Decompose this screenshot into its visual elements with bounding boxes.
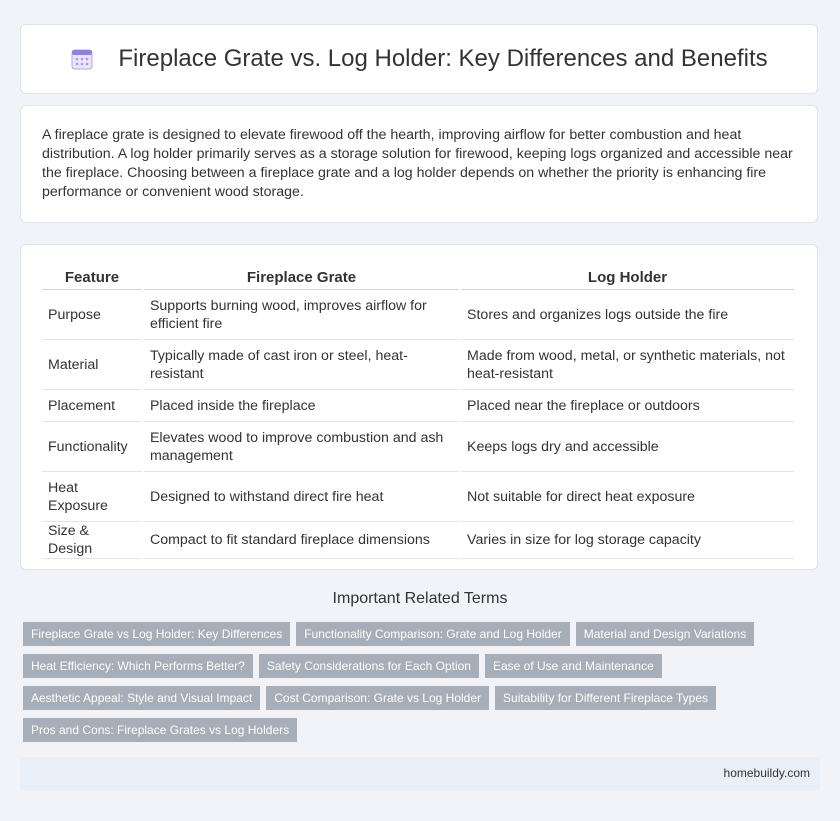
- footer: [20, 757, 820, 791]
- table-row: [42, 290, 794, 340]
- table-row: [42, 472, 794, 522]
- feature-cell: Material: [42, 340, 142, 390]
- log-holder-cell: Made from wood, metal, or synthetic materials, not heat-resistant: [461, 340, 794, 390]
- comparison-card: [20, 244, 818, 570]
- related-terms-heading: Important Related Terms: [332, 590, 508, 607]
- feature-cell: Functionality: [42, 422, 142, 472]
- grate-cell: Compact to fit standard fireplace dimensions: [144, 522, 459, 559]
- feature-cell: Size & Design: [42, 522, 142, 559]
- related-term-tag[interactable]: Functionality Comparison: Grate and Log Holder: [296, 622, 569, 646]
- related-term-tag[interactable]: Pros and Cons: Fireplace Grates vs Log Holders: [23, 718, 297, 742]
- related-term-tag[interactable]: Ease of Use and Maintenance: [485, 654, 662, 678]
- feature-cell: Placement: [42, 390, 142, 422]
- log-holder-cell: Placed near the fireplace or outdoors: [461, 390, 794, 422]
- footer-site-link[interactable]: homebuildy.com: [723, 766, 810, 780]
- table-row: [42, 522, 794, 559]
- feature-cell: Purpose: [42, 290, 142, 340]
- log-holder-cell: Stores and organizes logs outside the fire: [461, 290, 794, 340]
- related-terms-list: [23, 622, 813, 750]
- log-holder-cell: Not suitable for direct heat exposure: [461, 472, 794, 522]
- title-card: [20, 24, 818, 94]
- grate-cell: Elevates wood to improve combustion and ash management: [144, 422, 459, 472]
- page-title: Fireplace Grate vs. Log Holder: Key Differences and Benefits: [118, 45, 768, 72]
- table-row: [42, 422, 794, 472]
- related-term-tag[interactable]: Suitability for Different Fireplace Types: [495, 686, 716, 710]
- log-holder-cell: Varies in size for log storage capacity: [461, 522, 794, 559]
- column-header-feature: Feature: [42, 265, 142, 290]
- grate-cell: Placed inside the fireplace: [144, 390, 459, 422]
- calendar-icon: [70, 47, 94, 71]
- feature-cell: Heat Exposure: [42, 472, 142, 522]
- related-term-tag[interactable]: Aesthetic Appeal: Style and Visual Impact: [23, 686, 260, 710]
- column-header-fireplace-grate: Fireplace Grate: [144, 265, 459, 290]
- comparison-table: [40, 265, 796, 559]
- related-term-tag[interactable]: Safety Considerations for Each Option: [259, 654, 479, 678]
- related-term-tag[interactable]: Fireplace Grate vs Log Holder: Key Differences: [23, 622, 290, 646]
- grate-cell: Supports burning wood, improves airflow for efficient fire: [144, 290, 459, 340]
- grate-cell: Typically made of cast iron or steel, heat-resistant: [144, 340, 459, 390]
- table-row: [42, 340, 794, 390]
- intro-card: [20, 105, 818, 223]
- table-row: [42, 390, 794, 422]
- grate-cell: Designed to withstand direct fire heat: [144, 472, 459, 522]
- related-term-tag[interactable]: Heat Efficiency: Which Performs Better?: [23, 654, 253, 678]
- column-header-log-holder: Log Holder: [461, 265, 794, 290]
- log-holder-cell: Keeps logs dry and accessible: [461, 422, 794, 472]
- intro-text: A fireplace grate is designed to elevate firewood off the hearth, improving airflow for better combustion and heat distribution. A log holder primarily serves as a storage solution for firewood, keeping logs organized and accessible near the fireplace. Choosing between a fireplace grate and a log holder depends on whether the priority is enhancing fire performance or convenient wood storage.: [42, 127, 793, 200]
- related-term-tag[interactable]: Material and Design Variations: [576, 622, 755, 646]
- related-term-tag[interactable]: Cost Comparison: Grate vs Log Holder: [266, 686, 489, 710]
